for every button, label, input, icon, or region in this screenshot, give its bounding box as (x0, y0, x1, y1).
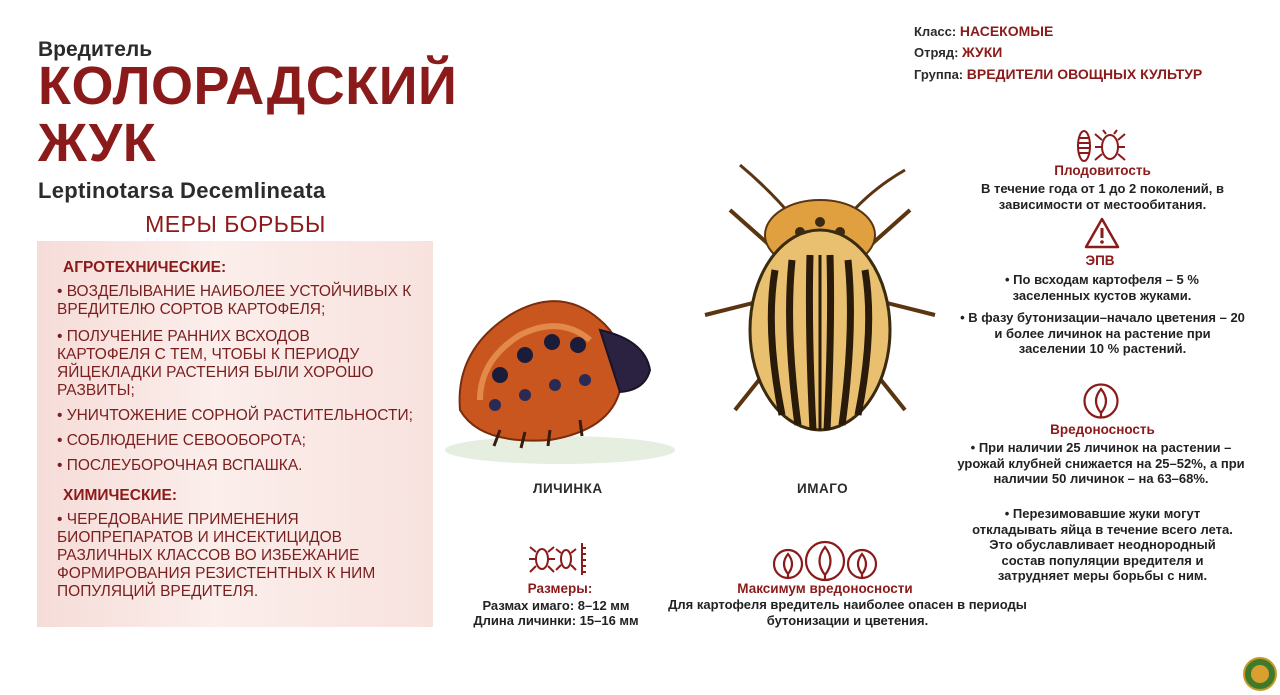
leaf-circle-icon (1082, 382, 1120, 420)
class-label: Класс: (914, 24, 957, 39)
order-value: ЖУКИ (962, 44, 1003, 60)
epv-title: ЭПВ (1085, 253, 1115, 268)
harm-item-1: • При наличии 25 личинок на растении – урожай клубней снижается на 25–52%, а при наличии 50 личинок – на 63–68%. (957, 440, 1245, 486)
epv-item-2: • В фазу бутонизации–начало цветения – 20 и более личинок на растение при заселении 10 % растений. (960, 310, 1245, 356)
harm-leaves-icon (770, 540, 880, 582)
group-label: Группа: (914, 67, 964, 82)
taxonomy-group (914, 66, 1202, 82)
fertility-title: Плодовитость (1054, 163, 1151, 178)
corner-logo (1242, 656, 1278, 692)
latin-name: Leptinotarsa Decemlineata (38, 178, 326, 203)
agro-item: • УНИЧТОЖЕНИЕ СОРНОЙ РАСТИТЕЛЬНОСТИ; (57, 407, 413, 424)
max-harm-text: Для картофеля вредитель наиболее опасен в периоды бутонизации и цветения. (668, 597, 1027, 628)
taxonomy-class (914, 23, 1053, 39)
agro-title: АГРОТЕХНИЧЕСКИЕ: (63, 259, 227, 276)
group-value: ВРЕДИТЕЛИ ОВОЩНЫХ КУЛЬТУР (966, 66, 1203, 82)
harm-title: Вредоносность (1050, 422, 1155, 437)
warning-icon (1083, 216, 1121, 250)
larva-illustration (440, 280, 690, 470)
control-measures-panel (37, 241, 433, 627)
agro-item: • ВОЗДЕЛЫВАНИЕ НАИБОЛЕЕ УСТОЙЧИВЫХ К ВРЕДИТЕЛЮ СОРТОВ КАРТОФЕЛЯ; (57, 283, 412, 318)
sizes-title: Размеры: (527, 581, 593, 596)
max-harm-title: Максимум вредоносности (737, 581, 913, 596)
epv-item-1: • По всходам картофеля – 5 % заселенных кустов жуками. (1005, 272, 1199, 303)
pest-label: Вредитель (38, 38, 153, 61)
agro-item: • ПОЛУЧЕНИЕ РАННИХ ВСХОДОВ КАРТОФЕЛЯ С ТЕМ, ЧТОБЫ К ПЕРИОДУ ЯЙЦЕКЛАДКИ РАСТЕНИЯ БЫЛИ ХОРОШО РАЗВИТЫ; (57, 328, 374, 399)
larva-caption: ЛИЧИНКА (533, 481, 603, 496)
order-label: Отряд: (914, 45, 959, 60)
measures-title: МЕРЫ БОРЬБЫ (145, 211, 326, 237)
imago-caption: ИМАГО (797, 481, 849, 496)
title-line-2: ЖУК (38, 113, 157, 173)
agro-item: • ПОСЛЕУБОРОЧНАЯ ВСПАШКА. (57, 457, 303, 474)
sizes-line-1: Размах имаго: 8–12 мм (482, 598, 630, 613)
harm-item-2: • Перезимовавшие жуки могут откладывать яйца в течение всего лета. Это обуславливает неоднородный состав популяции вредителя и затрудняет меры борьбы с ним. (972, 506, 1233, 583)
taxonomy-order (914, 44, 1002, 60)
class-value: НАСЕКОМЫЕ (959, 23, 1054, 39)
leaf-shadow (445, 436, 675, 464)
chem-item: • ЧЕРЕДОВАНИЕ ПРИМЕНЕНИЯ БИОПРЕПАРАТОВ И ИНСЕКТИЦИДОВ РАЗЛИЧНЫХ КЛАССОВ ВО ИЗБЕЖАНИЕ ФОРМИРОВАНИЯ РЕЗИСТЕНТНЫХ К НИМ ПОПУЛЯЦИЙ ВРЕДИТЕЛЯ. (57, 511, 376, 600)
title-line-1: КОЛОРАДСКИЙ (38, 56, 458, 116)
page-title (38, 58, 457, 172)
sizes-line-2: Длина личинки: 15–16 мм (473, 613, 639, 628)
bugs-ruler-icon (528, 540, 588, 578)
beetle-illustration (700, 160, 940, 440)
fertility-text: В течение года от 1 до 2 поколений, в зависимости от местообитания. (980, 181, 1225, 212)
agro-item: • СОБЛЮДЕНИЕ СЕВООБОРОТА; (57, 432, 306, 449)
chem-title: ХИМИЧЕСКИЕ: (63, 487, 178, 504)
larva-beetle-icon (1075, 128, 1127, 164)
